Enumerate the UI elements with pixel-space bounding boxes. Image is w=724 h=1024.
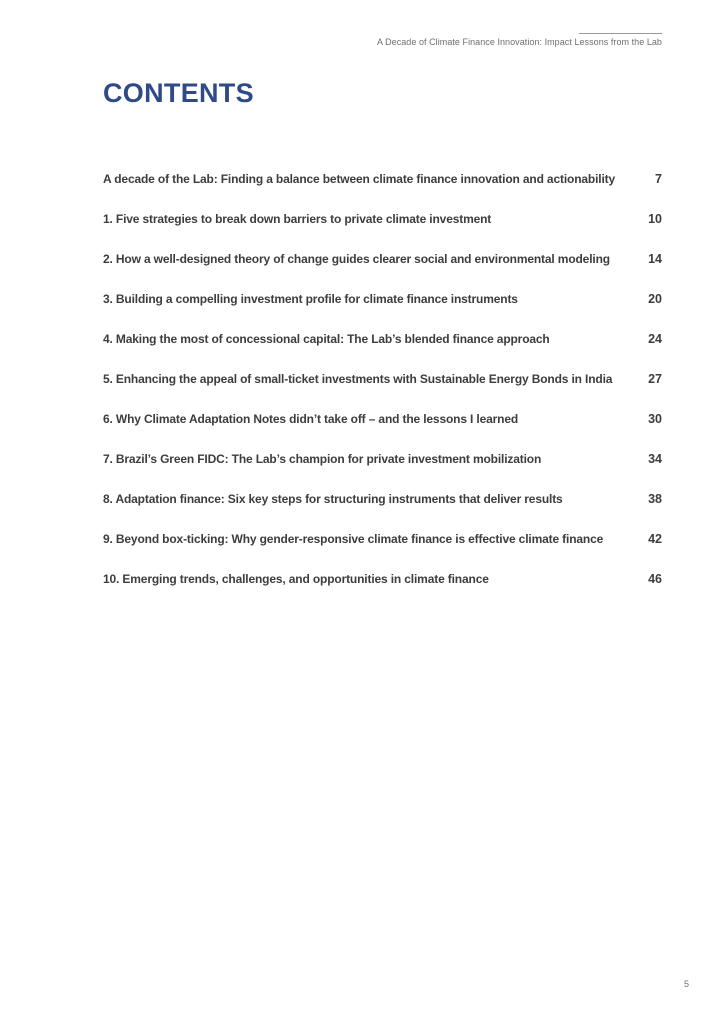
toc-entry-title: 6. Why Climate Adaptation Notes didn’t take off – and the lessons I learned bbox=[103, 412, 519, 426]
table-of-contents bbox=[103, 168, 662, 608]
toc-entry-page: 38 bbox=[648, 492, 662, 506]
toc-entry-title: 3. Building a compelling investment profile for climate finance instruments bbox=[103, 292, 518, 306]
toc-entry-page: 42 bbox=[648, 532, 662, 546]
toc-entry-introduction[interactable] bbox=[103, 168, 662, 208]
toc-entry-title: A decade of the Lab: Finding a balance between climate finance innovation and actionability bbox=[103, 172, 615, 186]
toc-entry-page: 30 bbox=[648, 412, 662, 426]
toc-entry-chapter-9[interactable] bbox=[103, 528, 662, 568]
toc-entry-page: 34 bbox=[648, 452, 662, 466]
toc-entry-page: 20 bbox=[648, 292, 662, 306]
page-number: 5 bbox=[683, 979, 689, 989]
toc-entry-title: 7. Brazil’s Green FIDC: The Lab’s champion for private investment mobilization bbox=[103, 452, 542, 466]
toc-entry-chapter-6[interactable] bbox=[103, 408, 662, 448]
header-rule bbox=[579, 33, 662, 34]
toc-entry-page: 46 bbox=[648, 572, 662, 586]
toc-entry-title: 8. Adaptation finance: Six key steps for structuring instruments that deliver results bbox=[103, 492, 563, 506]
toc-entry-title: 2. How a well-designed theory of change guides clearer social and environmental modeling bbox=[103, 252, 610, 266]
report-title: A Decade of Climate Finance Innovation: Impact Lessons from the Lab bbox=[376, 37, 662, 47]
toc-entry-chapter-10[interactable] bbox=[103, 568, 662, 608]
toc-entry-title: 10. Emerging trends, challenges, and opportunities in climate finance bbox=[103, 572, 489, 586]
toc-entry-chapter-7[interactable] bbox=[103, 448, 662, 488]
toc-entry-chapter-3[interactable] bbox=[103, 288, 662, 328]
toc-entry-page: 27 bbox=[648, 372, 662, 386]
toc-entry-chapter-8[interactable] bbox=[103, 488, 662, 528]
toc-entry-chapter-4[interactable] bbox=[103, 328, 662, 368]
toc-entry-title: 5. Enhancing the appeal of small-ticket investments with Sustainable Energy Bonds in India bbox=[103, 372, 613, 386]
toc-entry-page: 10 bbox=[648, 212, 662, 226]
toc-entry-title: 4. Making the most of concessional capital: The Lab’s blended finance approach bbox=[103, 332, 550, 346]
toc-entry-title: 1. Five strategies to break down barriers to private climate investment bbox=[103, 212, 492, 226]
toc-entry-chapter-1[interactable] bbox=[103, 208, 662, 248]
contents-heading: CONTENTS bbox=[103, 78, 254, 108]
toc-entry-title: 9. Beyond box-ticking: Why gender-responsive climate finance is effective climate finance bbox=[103, 532, 604, 546]
toc-entry-page: 7 bbox=[655, 172, 662, 186]
toc-entry-page: 24 bbox=[648, 332, 662, 346]
toc-entry-chapter-5[interactable] bbox=[103, 368, 662, 408]
toc-entry-page: 14 bbox=[648, 252, 662, 266]
toc-entry-chapter-2[interactable] bbox=[103, 248, 662, 288]
